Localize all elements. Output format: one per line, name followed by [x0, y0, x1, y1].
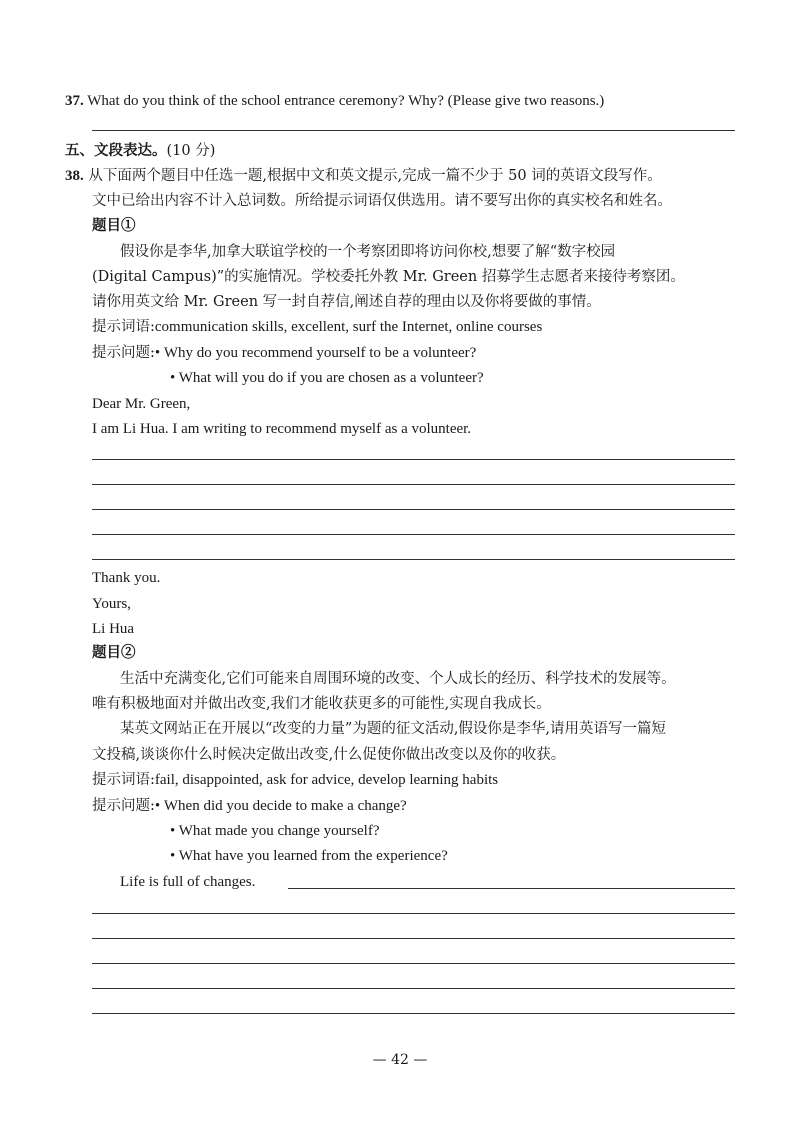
- topic-1-question-1: • Why do you recommend yourself to be a volunteer?: [154, 345, 477, 361]
- topic-2-hint-question-1: [92, 796, 407, 816]
- writing-line[interactable]: [92, 963, 735, 964]
- answer-line-37[interactable]: [92, 130, 735, 131]
- writing-line[interactable]: [92, 1013, 735, 1014]
- essay-opening: Life is full of changes.: [120, 874, 256, 890]
- topic-2-question-1: • When did you decide to make a change?: [154, 798, 407, 814]
- question-37: [65, 91, 604, 111]
- topic-1-hint-words-text: communication skills, excellent, surf the Internet, online courses: [154, 319, 543, 335]
- topic-2-question-3: • What have you learned from the experience?: [170, 848, 448, 864]
- topic-2-title: 题目②: [92, 644, 136, 661]
- topic-1-hint-question-1: [92, 343, 476, 363]
- topic-1-hint-words-label: 提示词语:: [92, 319, 155, 335]
- question-37-text: What do you think of the school entrance ceremony? Why? (Please give two reasons.): [87, 93, 605, 109]
- writing-line[interactable]: [92, 534, 735, 535]
- topic-2-question-2: • What made you change yourself?: [170, 823, 380, 839]
- section-score: (10 分): [166, 143, 216, 159]
- letter-signature: Li Hua: [92, 621, 135, 637]
- writing-line[interactable]: [92, 459, 735, 460]
- topic-2-hint-questions-label: 提示问题:: [92, 798, 155, 814]
- topic-1-paragraph-line-3: 请你用英文给 Mr. Green 写一封自荐信,阐述自荐的理由以及你将要做的事情。: [92, 294, 601, 310]
- question-38-instruction-2: 文中已给出内容不计入总词数。所给提示词语仅供选用。请不要写出你的真实校名和姓名。: [92, 193, 672, 209]
- section-heading: [65, 141, 215, 161]
- topic-2-paragraph-line-4: 文投稿,谈谈你什么时候决定做出改变,什么促使你做出改变以及你的收获。: [92, 747, 566, 763]
- topic-2-paragraph-line-2: 唯有积极地面对并做出改变,我们才能收获更多的可能性,实现自我成长。: [92, 696, 551, 712]
- topic-1-hint-words: [92, 317, 542, 337]
- question-38-instruction-text-1: 从下面两个题目中任选一题,根据中文和英文提示,完成一篇不少于 50 词的英语文段写作。: [88, 168, 662, 184]
- page-number: — 42 —: [372, 1052, 428, 1068]
- writing-line[interactable]: [92, 509, 735, 510]
- topic-2-hint-words-label: 提示词语:: [92, 772, 155, 788]
- topic-2-hint-words: [92, 770, 498, 790]
- letter-closing-thanks: Thank you.: [92, 570, 161, 586]
- letter-greeting: Dear Mr. Green,: [92, 396, 191, 412]
- topic-1-hint-questions-label: 提示问题:: [92, 345, 155, 361]
- writing-line[interactable]: [92, 913, 735, 914]
- writing-line[interactable]: [92, 988, 735, 989]
- question-37-number: 37.: [65, 93, 84, 109]
- topic-1-paragraph-line-2: (Digital Campus)”的实施情况。学校委托外教 Mr. Green 招募学生志愿者来接待考察团。: [92, 269, 685, 285]
- topic-2-paragraph-line-1: 生活中充满变化,它们可能来自周围环境的改变、个人成长的经历、科学技术的发展等。: [120, 671, 676, 687]
- letter-closing-yours: Yours,: [92, 596, 131, 612]
- writing-line[interactable]: [288, 888, 735, 889]
- question-38-instruction-1: [65, 166, 662, 186]
- letter-opening: I am Li Hua. I am writing to recommend myself as a volunteer.: [92, 421, 472, 437]
- writing-line[interactable]: [92, 559, 735, 560]
- topic-2-paragraph-line-3: 某英文网站正在开展以“改变的力量”为题的征文活动,假设你是李华,请用英语写一篇短: [120, 721, 667, 737]
- topic-1-paragraph-line-1: 假设你是李华,加拿大联谊学校的一个考察团即将访问你校,想要了解“数字校园: [120, 244, 616, 260]
- question-38-number: 38.: [65, 168, 84, 184]
- topic-1-title: 题目①: [92, 217, 136, 234]
- writing-line[interactable]: [92, 484, 735, 485]
- topic-1-question-2: • What will you do if you are chosen as a volunteer?: [170, 370, 484, 386]
- section-title: 五、文段表达。: [65, 142, 167, 159]
- topic-2-hint-words-text: fail, disappointed, ask for advice, develop learning habits: [154, 772, 499, 788]
- writing-line[interactable]: [92, 938, 735, 939]
